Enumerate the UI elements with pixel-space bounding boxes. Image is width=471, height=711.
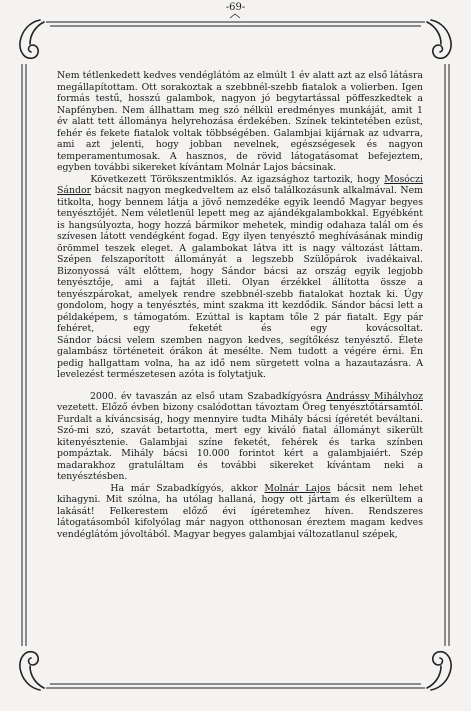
text-segment: 2000. év tavaszán az első utam Szabadkígyósra (57, 390, 327, 402)
text-line (57, 105, 423, 117)
text-line (57, 517, 423, 529)
text-line (57, 266, 423, 278)
text-line (57, 358, 423, 370)
text-segment: tenyésztésben. (57, 471, 128, 482)
paragraph (57, 70, 423, 174)
text-line (57, 529, 423, 541)
text-segment: bácsit nem lehet (330, 482, 424, 494)
text-segment: kitenyésztenie. Galambjai színe feketét, fehérek és tarka színben (57, 436, 423, 448)
paragraph (57, 483, 423, 541)
text-segment: Következett Törökszentmiklós. Az igazsághoz tartozik, hogy (57, 173, 385, 185)
page-number: -69- (225, 2, 246, 13)
text-segment: levelezést természetesen azóta is folytatjuk. (57, 369, 266, 380)
text-line (57, 70, 423, 82)
text-line (57, 471, 423, 483)
text-line (57, 460, 423, 472)
text-line (57, 425, 423, 437)
text-segment: vendéglátóm jóvoltából. Magyar begyes galambjai változatlanul szépek, (57, 528, 398, 540)
text-line (57, 197, 423, 209)
text-segment: Szó-mi szó, szavát betartotta, mert egy kiváló fiatal állományt sikerült (57, 425, 423, 436)
text-segment: madarakhoz gratuláltam és további sikereket kívántam neki a (57, 459, 423, 471)
text-line (57, 483, 423, 495)
text-line (57, 185, 423, 197)
underlined-name: Mosóczi (384, 173, 424, 185)
text-segment: tenyésztőjét. Nem véletlenül lepett meg az ajándékgalambokkal. Egyébként (57, 208, 423, 219)
underlined-name: Sándor (57, 185, 92, 196)
text-segment: pompáztak. Mihály bácsi 10.000 forintot kért a galambjaiért. Szép (57, 448, 423, 459)
text-segment: formás testű, hosszú galambok, nagyon jó begytartással pöffeszkedtek a (57, 93, 423, 104)
text-line (57, 82, 423, 94)
text-segment: titkolta, hogy bennem látja a jövő nemzedéke egyik leendő Magyar begyes (57, 196, 423, 208)
underlined-name: Andrássy Mihályhoz (326, 390, 423, 402)
text-line (57, 220, 423, 232)
text-segment: szívesen látott vendégként fogad. Egy ilyen tenyésztő meghívásának mindig (57, 231, 423, 242)
text-segment: lakását! Felkerestem előző évi ígéretemhez híven. Rendszeres (57, 505, 423, 517)
text-line (57, 93, 423, 105)
text-line (57, 494, 423, 506)
paragraph (57, 391, 423, 483)
text-segment: Napfényben. Nem állhattam meg szó nélkül eredményes munkáját, amit 1 (57, 104, 423, 116)
text-line (57, 231, 423, 243)
text-segment: pedig hallgattam volna, ha az idő nem sürgetett volna a hazautazásra. A (57, 357, 423, 369)
text-line (57, 243, 423, 255)
text-line (57, 448, 423, 460)
text-line (57, 300, 423, 312)
text-segment: Furdalt a kíváncsiság, hogy mennyire tudta Mihály bácsi ígéretét beváltani. (57, 413, 423, 425)
text-segment: tenyésztője, ami a fajtát illeti. Olyan érzékkel állította össze a (57, 277, 423, 288)
text-line (57, 151, 423, 163)
text-line (57, 506, 423, 518)
text-segment: megállapítottam. Ott sorakoztak a szebbnél-szebb fiatalok a volierben. Igen (57, 81, 423, 93)
text-segment: gondolom, hogy a tenyésztés, mint szakma itt kezdődik. Sándor bácsi lett a (57, 300, 423, 311)
text-segment: év alatt tett állománya helyrehozása érdekében. Színek tekintetében ezüst, (57, 116, 423, 127)
text-line (57, 323, 423, 335)
text-segment: Bizonyossá vált előttem, hogy Sándor bácsi az ország egyik legjobb (57, 265, 423, 277)
underlined-name: Molnár Lajos (264, 482, 331, 494)
text-line (57, 139, 423, 151)
text-segment: vezetett. Előző évben bizony csalódottan távoztam Öreg tenyésztőtársamtól. (57, 402, 423, 413)
text-segment: bácsit nagyon megkedveltem az első találkozásunk alkalmával. Nem (91, 185, 423, 196)
text-line (57, 369, 423, 381)
text-line (57, 414, 423, 426)
text-segment: példaképem, s támogatóm. Ezúttal is kaptam tőle 2 pár fiatalt. Egy pár (57, 311, 423, 323)
text-line (57, 402, 423, 414)
body-text (57, 70, 423, 540)
text-segment: fehéret, egy feketét és egy kovácsoltat. (57, 323, 423, 334)
text-line (57, 116, 423, 128)
text-segment: galambász történeteit órákon át mesélte. Nem tudott a végére érni. Én (57, 346, 423, 357)
paragraph-gap (57, 381, 423, 391)
text-segment: fehér és fekete fiatalok voltak többségében. Galambjai kijárnak az udvarra, (57, 127, 423, 139)
text-segment: is hangsúlyozta, hogy hozzá bármikor mehetek, mindig odahaza talál om és (57, 219, 423, 231)
text-line (57, 208, 423, 220)
paragraph (57, 174, 423, 381)
text-segment: Sándor bácsi velem szemben nagyon kedves, segítőkész tenyésztő. Élete (57, 334, 423, 346)
text-line (57, 277, 423, 289)
text-line (57, 128, 423, 140)
text-line (57, 174, 423, 186)
text-segment: Szépen felszaporított állományát a legszebb Szülőpárok ivadékaival. (57, 254, 423, 265)
text-segment: ami azt jelenti, hogy jobban nevelnek, egészségesek és nagyon (57, 139, 423, 150)
text-segment: kihagyni. Mit szólna, ha utólag hallaná, hogy ott jártam és elkerültem a (57, 494, 423, 505)
text-line (57, 312, 423, 324)
text-segment: egyben további sikereket kívántam Molnár Lajos bácsinak. (57, 162, 337, 173)
text-segment: látogatásomból kifolyólag már nagyon otthonosan éreztem magam kedves (57, 517, 423, 528)
text-line (57, 254, 423, 266)
text-line (57, 346, 423, 358)
text-segment: Ha már Szabadkígyós, akkor (57, 482, 265, 494)
text-segment: Nem tétlenkedett kedves vendéglátóm az elmúlt 1 év alatt azt az első látásra (57, 70, 423, 81)
text-line (57, 335, 423, 347)
text-segment: örömmel teszek eleget. A galambokat látva itt is nagy változást láttam. (57, 242, 423, 254)
text-line (57, 437, 423, 449)
text-line (57, 162, 423, 174)
text-segment: tenyészpárokat, amelyek rendre szebbnél-szebb fiatalokat hoztak ki. Úgy (57, 288, 423, 300)
text-line (57, 391, 423, 403)
text-segment: temperamentumosak. A hasznos, de rövid látogatásomat befejeztem, (57, 150, 423, 162)
text-line (57, 289, 423, 301)
